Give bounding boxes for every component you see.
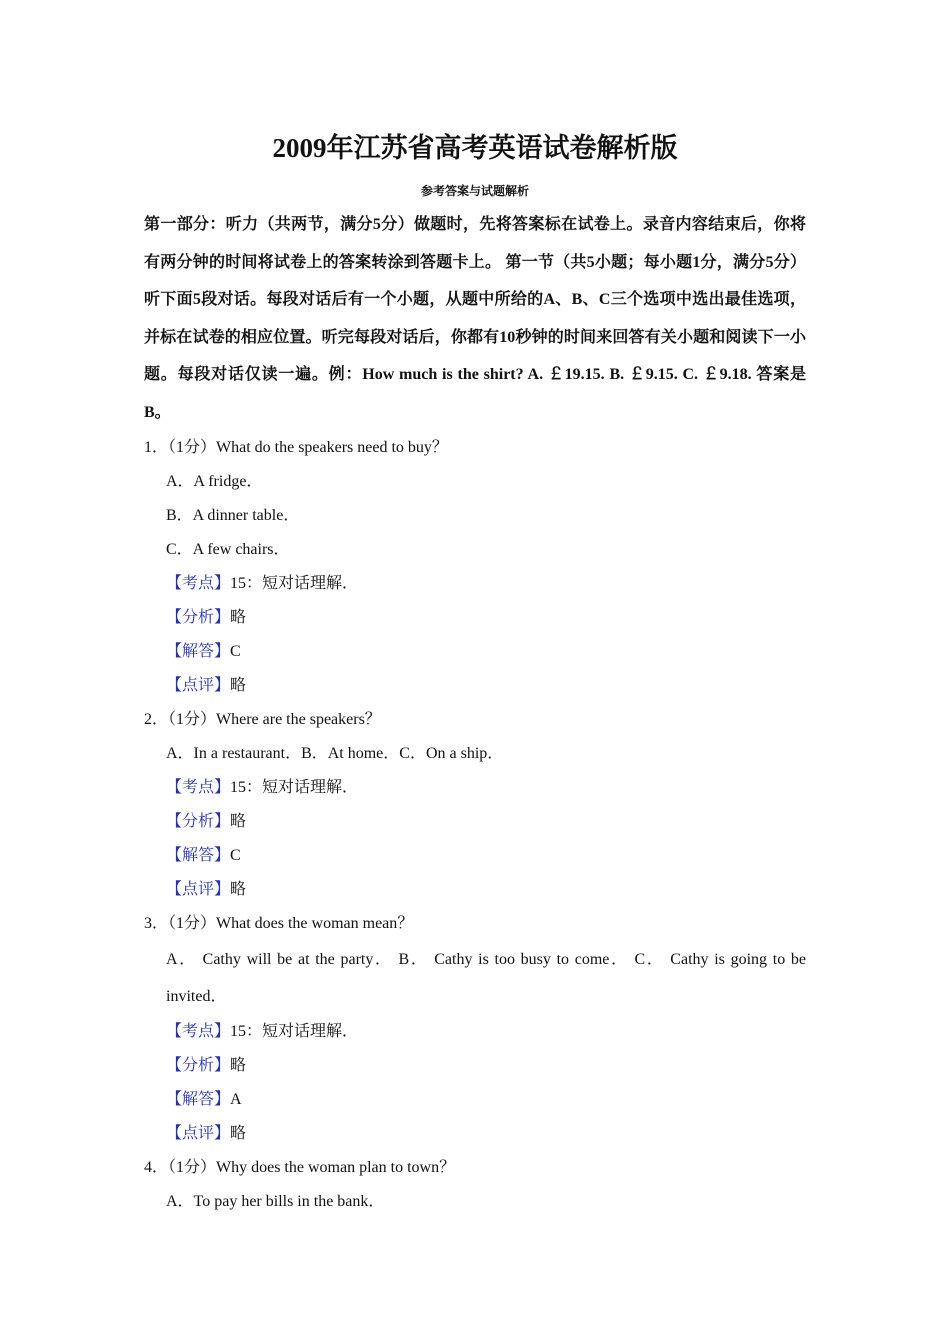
- dianping-text: 略: [230, 1125, 247, 1142]
- document-page: [144, 120, 806, 1219]
- dianping-text: 略: [230, 881, 247, 898]
- fenxi-text: 略: [230, 1057, 247, 1074]
- kaodian-label: 【考点】: [166, 1023, 231, 1040]
- dianping-note: [166, 1117, 806, 1151]
- question-stem: 4．（1分）Why does the woman plan to town？: [144, 1159, 456, 1176]
- jieda-label: 【解答】: [166, 847, 231, 864]
- fenxi-note: [166, 805, 806, 839]
- fenxi-note: [166, 1049, 806, 1083]
- jieda-text: C: [230, 643, 241, 660]
- fenxi-label: 【分析】: [166, 813, 231, 830]
- fenxi-label: 【分析】: [166, 609, 231, 626]
- page-title: 2009年江苏省高考英语试卷解析版: [272, 133, 678, 163]
- kaodian-note: [166, 1015, 806, 1049]
- jieda-label: 【解答】: [166, 1091, 231, 1108]
- dianping-note: [166, 669, 806, 703]
- kaodian-label: 【考点】: [166, 779, 231, 796]
- kaodian-text: 15：短对话理解．: [230, 1023, 359, 1040]
- options-line: A． Cathy will be at the party． B． Cathy is too busy to come． C． Cathy is going to be invited．: [166, 951, 806, 1005]
- option-a: A．To pay her bills in the bank．: [166, 1193, 385, 1210]
- jieda-text: A: [230, 1091, 242, 1108]
- kaodian-text: 15：短对话理解．: [230, 575, 359, 592]
- dianping-label: 【点评】: [166, 1125, 231, 1142]
- question-2: [144, 703, 806, 907]
- question-stem: 3．（1分）What does the woman mean？: [144, 915, 414, 932]
- kaodian-text: 15：短对话理解．: [230, 779, 359, 796]
- question-stem: 1．（1分）What do the speakers need to buy？: [144, 439, 448, 456]
- fenxi-text: 略: [230, 813, 247, 830]
- fenxi-label: 【分析】: [166, 1057, 231, 1074]
- dianping-label: 【点评】: [166, 881, 231, 898]
- section-intro: 第一部分：听力（共两节，满分5分）做题时，先将答案标在试卷上。录音内容结束后，你将有两分钟的时间将试卷上的答案转涂到答题卡上。 第一节（共5小题；每小题1分，满分5分）听下面5段对话。每段对话后有一个小题，从题中所给的A、B、C三个选项中选出最佳选项，并标在试卷的相应位置。听完每段对话后，你都有10秒钟的时间来回答有关小题和阅读下一小题。每段对话仅读一遍。例：How much is the shirt? A. ￡19.15. B. ￡9.15. C. ￡9.18. 答案是B。: [144, 216, 806, 421]
- jieda-label: 【解答】: [166, 643, 231, 660]
- question-3: [144, 907, 806, 1151]
- jieda-text: C: [230, 847, 241, 864]
- question-1: [144, 431, 806, 703]
- fenxi-note: [166, 601, 806, 635]
- jieda-note: [166, 1083, 806, 1117]
- dianping-label: 【点评】: [166, 677, 231, 694]
- fenxi-text: 略: [230, 609, 247, 626]
- kaodian-note: [166, 771, 806, 805]
- option-c: C．A few chairs．: [166, 541, 290, 558]
- kaodian-note: [166, 567, 806, 601]
- question-4: [144, 1151, 806, 1219]
- kaodian-label: 【考点】: [166, 575, 231, 592]
- question-stem: 2．（1分）Where are the speakers？: [144, 711, 381, 728]
- option-b: B．A dinner table．: [166, 507, 300, 524]
- jieda-note: [166, 635, 806, 669]
- jieda-note: [166, 839, 806, 873]
- dianping-text: 略: [230, 677, 247, 694]
- page-subtitle: 参考答案与试题解析: [420, 184, 529, 198]
- options-line: A．In a restaurant．B．At home．C．On a ship．: [166, 745, 504, 762]
- option-a: A．A fridge．: [166, 473, 263, 490]
- dianping-note: [166, 873, 806, 907]
